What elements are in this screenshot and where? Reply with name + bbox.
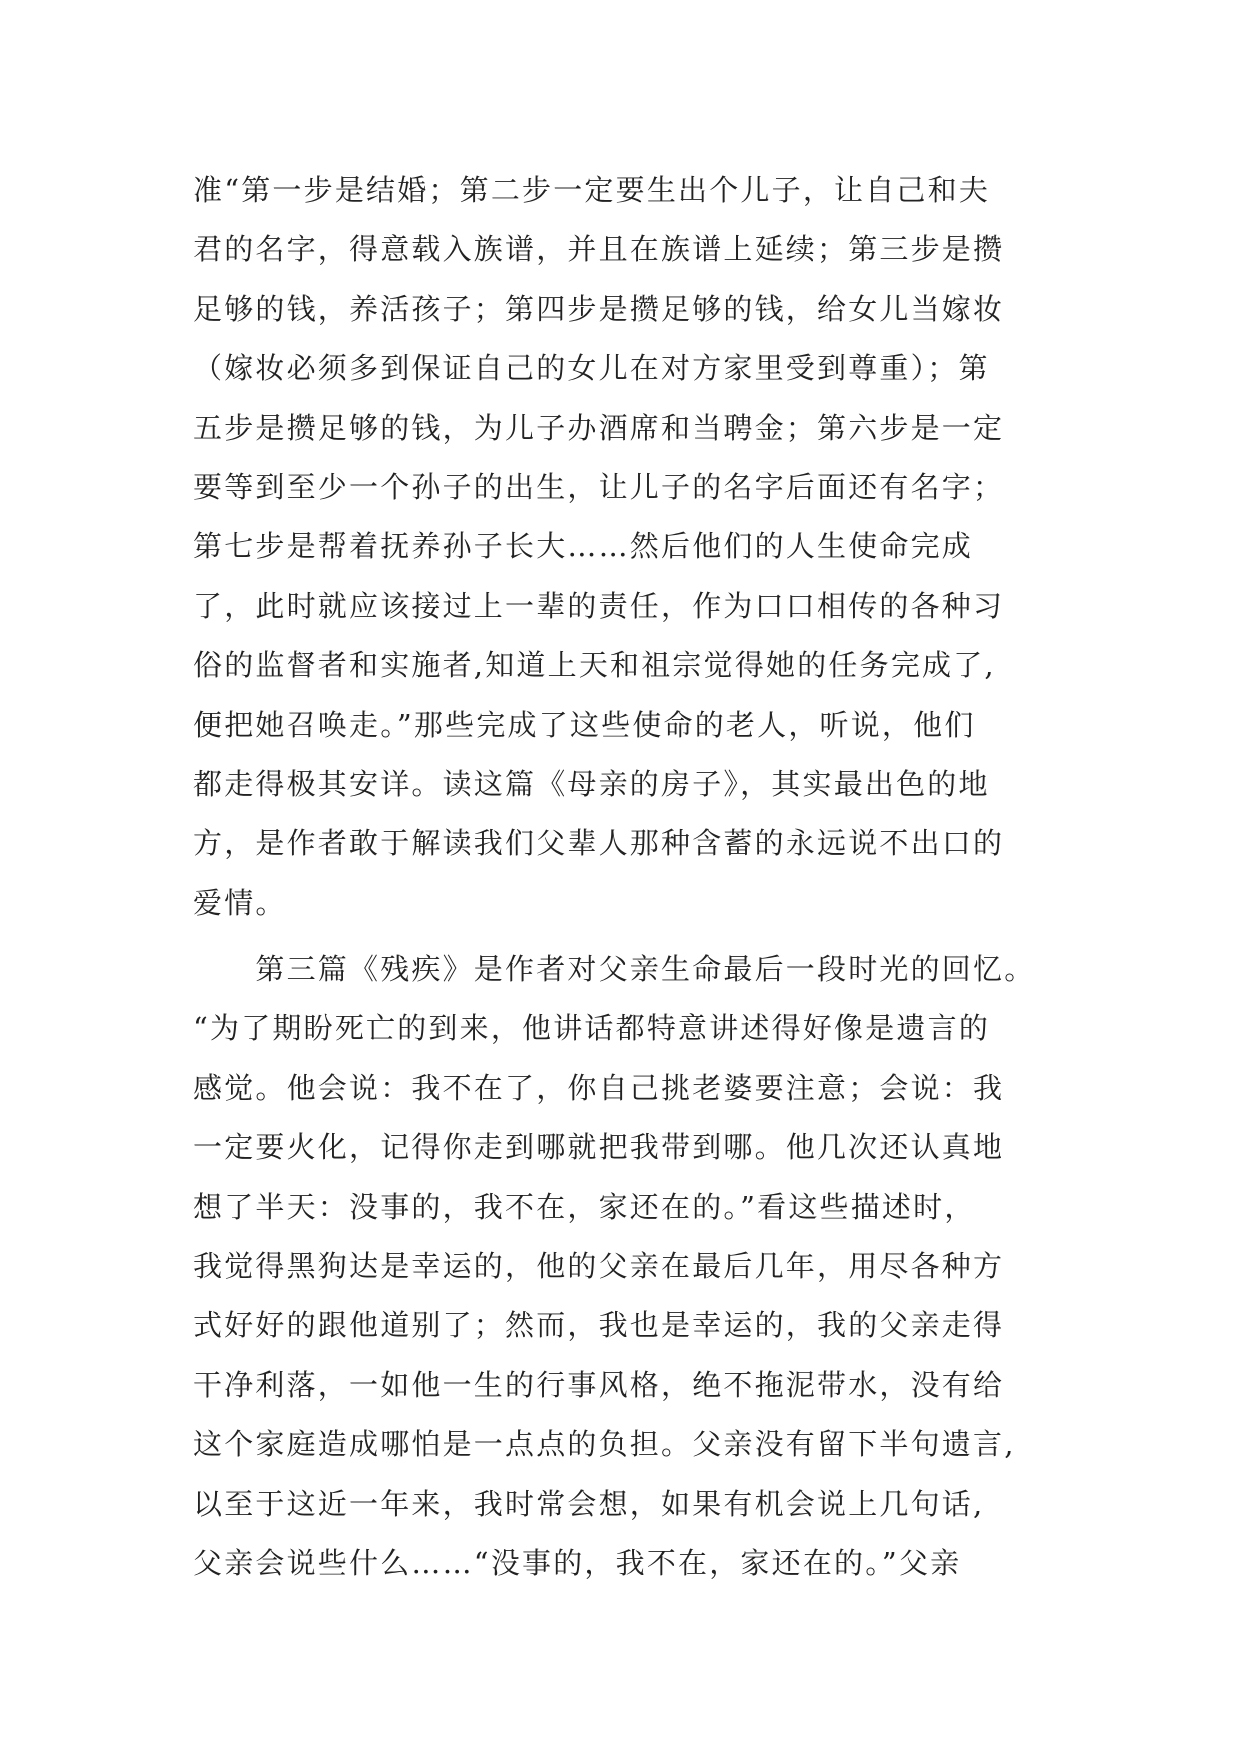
text-line: （嫁妆必须多到保证自己的女儿在对方家里受到尊重）；第 [193,351,990,386]
text-line: 君的名字，得意载入族谱，并且在族谱上延续；第三步是攒 [193,232,1005,267]
text-line: 感觉。他会说：我不在了，你自己挑老婆要注意；会说：我 [193,1070,1005,1105]
text-line: 干净利落，一如他一生的行事风格，绝不拖泥带水，没有给 [193,1367,1005,1402]
text-line: 以至于这近一年来，我时常会想，如果有机会说上几句话, [193,1486,985,1521]
text-line: 俗的监督者和实施者,知道上天和祖宗觉得她的任务完成了, [193,648,996,683]
text-line: 都走得极其安详。读这篇《母亲的房子》，其实最出色的地 [193,766,990,801]
text-line: 准“第一步是结婚；第二步一定要生出个儿子，让自己和夫 [193,173,991,207]
paragraph-1 [193,161,1051,933]
text-line: 五步是攒足够的钱，为儿子办酒席和当聘金；第六步是一定 [193,410,1005,445]
text-line: 方，是作者敢于解读我们父辈人那种含蓄的永远说不出口的 [193,826,1005,861]
text-line: 便把她召唤走。”那些完成了这些使命的老人，听说，他们 [193,707,976,742]
text-line: 想了半天：没事的，我不在，家还在的。”看这些描述时， [193,1189,976,1224]
text-line: 要等到至少一个孙子的出生，让儿子的名字后面还有名字； [193,469,1005,504]
text-line: 了，此时就应该接过上一辈的责任，作为口口相传的各种习 [193,588,1005,623]
text-line: 式好好的跟他道别了；然而，我也是幸运的，我的父亲走得 [193,1308,1005,1343]
text-line: 我觉得黑狗达是幸运的，他的父亲在最后几年，用尽各种方 [193,1249,1005,1284]
text-line: 足够的钱，养活孩子；第四步是攒足够的钱，给女儿当嫁妆 [193,291,1005,326]
text-line: 一定要火化，记得你走到哪就把我带到哪。他几次还认真地 [193,1130,1005,1165]
text-line: 第三篇《残疾》是作者对父亲生命最后一段时光的回忆。 [193,952,1036,987]
paragraph-2 [193,940,1051,1593]
text-line: 爱情。 [193,885,287,920]
document-body [193,161,1051,1593]
text-line: 父亲会说些什么……“没事的，我不在，家还在的。”父亲 [193,1545,962,1580]
text-line: “为了期盼死亡的到来，他讲话都特意讲述得好像是遗言的 [193,1011,991,1046]
text-line: 这个家庭造成哪怕是一点点的负担。父亲没有留下半句遗言, [193,1427,1016,1462]
text-line: 第七步是帮着抚养孙子长大……然后他们的人生使命完成 [193,529,974,564]
